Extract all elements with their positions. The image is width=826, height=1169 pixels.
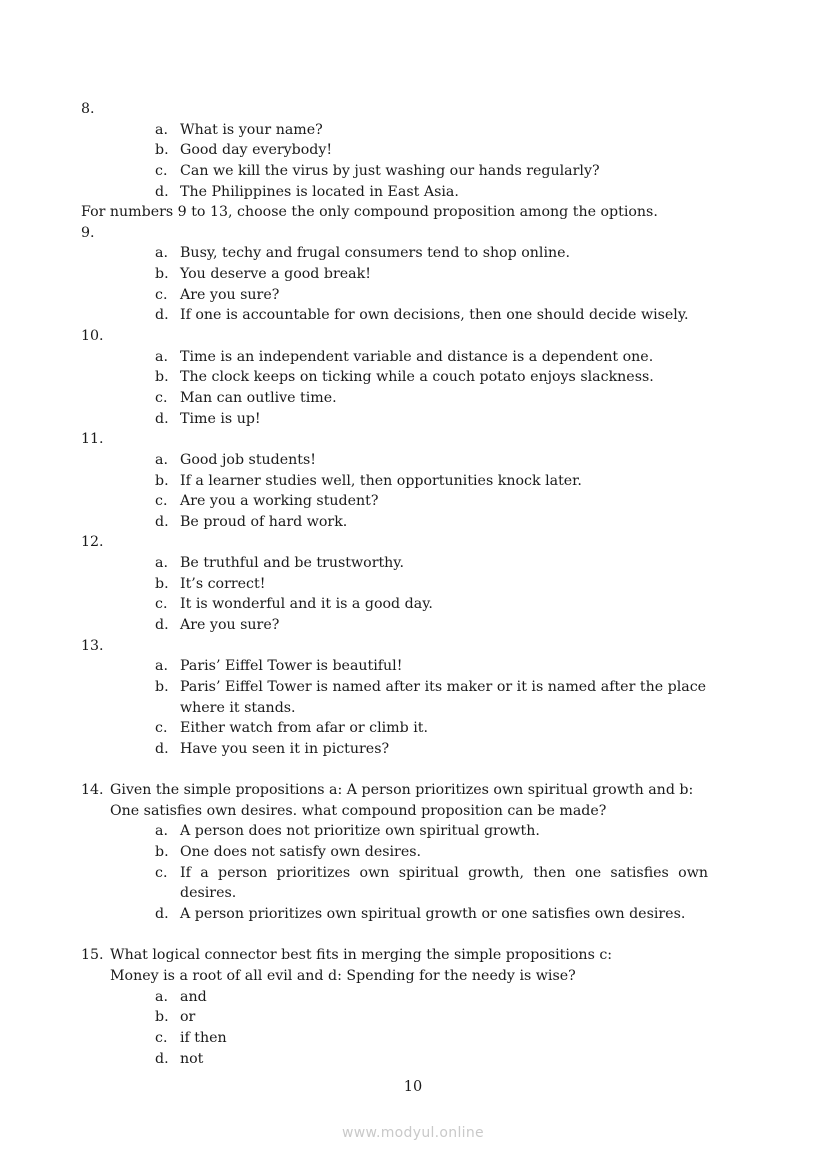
option-item: [81, 553, 711, 574]
option-letter: b.: [155, 844, 169, 861]
option-letter: c.: [155, 720, 168, 737]
option-letter: c.: [155, 389, 168, 406]
question-number: 11.: [81, 431, 104, 448]
option-text: Either watch from afar or climb it.: [180, 720, 428, 737]
question-stem: [81, 945, 711, 986]
option-letter: d.: [155, 906, 169, 923]
question-number: 9.: [81, 224, 95, 241]
option-letter: a.: [155, 823, 168, 840]
option-item: [81, 450, 711, 471]
option-letter: d.: [155, 183, 169, 200]
option-text: The clock keeps on ticking while a couch potato enjoys slackness.: [180, 369, 654, 386]
option-text: Be proud of hard work.: [180, 513, 348, 530]
option-item: [81, 677, 708, 718]
option-letter: b.: [155, 1009, 169, 1026]
option-letter: c.: [155, 286, 168, 303]
option-letter: c.: [155, 596, 168, 613]
option-item: [81, 120, 711, 141]
question-text: Money is a root of all evil and d: Spending for the needy is wise?: [110, 967, 576, 984]
option-text: not: [180, 1050, 204, 1067]
option-letter: b.: [155, 266, 169, 283]
option-letter: a.: [155, 121, 168, 138]
option-item: [81, 512, 711, 533]
option-text: Man can outlive time.: [180, 389, 337, 406]
question-number: 15.: [81, 947, 104, 964]
question-text: Given the simple propositions a: A person prioritizes own spiritual growth and b:: [110, 782, 694, 799]
question-number: 12.: [81, 534, 104, 551]
option-letter: d.: [155, 307, 169, 324]
option-letter: d.: [155, 513, 169, 530]
option-text: A person does not prioritize own spiritual growth.: [180, 823, 540, 840]
option-text: Are you a working student?: [180, 493, 379, 510]
option-item: [81, 904, 711, 925]
option-letter: d.: [155, 410, 169, 427]
option-item: [81, 347, 711, 368]
option-text: If one is accountable for own decisions, then one should decide wisely.: [180, 307, 689, 324]
option-item: [81, 656, 711, 677]
option-text: One does not satisfy own desires.: [180, 844, 422, 861]
option-text: Busy, techy and frugal consumers tend to shop online.: [180, 245, 571, 262]
option-item: [81, 140, 711, 161]
option-item: [81, 182, 711, 203]
option-item: [81, 243, 711, 264]
option-letter: b.: [155, 369, 169, 386]
option-item: [81, 1007, 711, 1028]
option-text: The Philippines is located in East Asia.: [180, 183, 459, 200]
option-letter: a.: [155, 348, 168, 365]
option-item: [81, 574, 711, 595]
option-text: Good job students!: [180, 451, 316, 468]
option-item: [81, 1028, 711, 1049]
option-text: It’s correct!: [180, 575, 266, 592]
option-item: [81, 863, 708, 904]
question-list: [81, 99, 711, 1069]
option-letter: d.: [155, 1050, 169, 1067]
question-text: One satisfies own desires. what compound proposition can be made?: [110, 802, 607, 819]
spacer: [81, 760, 711, 781]
option-text: If a learner studies well, then opportunities knock later.: [180, 472, 582, 489]
option-item: [81, 615, 711, 636]
option-text: Can we kill the virus by just washing our hands regularly?: [180, 162, 600, 179]
option-text: Time is an independent variable and distance is a dependent one.: [180, 348, 654, 365]
option-text: A person prioritizes own spiritual growth or one satisfies own desires.: [180, 906, 686, 923]
option-item: [81, 161, 711, 182]
option-letter: b.: [155, 678, 169, 695]
option-letter: a.: [155, 451, 168, 468]
option-letter: a.: [155, 555, 168, 572]
option-text: It is wonderful and it is a good day.: [180, 596, 433, 613]
option-item: [81, 305, 711, 326]
option-item: [81, 264, 711, 285]
option-text: Good day everybody!: [180, 142, 333, 159]
option-letter: c.: [155, 493, 168, 510]
option-text: If a person prioritizes own spiritual growth, then one satisfies own desires.: [180, 864, 708, 902]
watermark-text: www.modyul.online: [342, 1125, 484, 1141]
option-text: You deserve a good break!: [180, 266, 371, 283]
option-item: [81, 594, 711, 615]
question-number: 10.: [81, 328, 104, 345]
option-text: Are you sure?: [180, 286, 280, 303]
option-item: [81, 285, 711, 306]
option-text: Time is up!: [180, 410, 261, 427]
option-text: Be truthful and be trustworthy.: [180, 555, 404, 572]
option-text: Paris’ Eiffel Tower is named after its maker or it is named after the place where it stands.: [180, 678, 707, 716]
option-text: and: [180, 988, 207, 1005]
option-text: Paris’ Eiffel Tower is beautiful!: [180, 658, 403, 675]
option-item: [81, 842, 711, 863]
option-letter: c.: [155, 1029, 168, 1046]
option-item: [81, 471, 711, 492]
spacer: [81, 925, 711, 946]
option-letter: b.: [155, 575, 169, 592]
page-number: 10: [403, 1079, 423, 1095]
instruction-text: For numbers 9 to 13, choose the only compound proposition among the options.: [81, 204, 658, 221]
option-text: Have you seen it in pictures?: [180, 740, 390, 757]
option-item: [81, 491, 711, 512]
question-number: 13.: [81, 637, 104, 654]
option-text: What is your name?: [180, 121, 323, 138]
option-letter: c.: [155, 864, 168, 881]
option-letter: d.: [155, 740, 169, 757]
option-item: [81, 1049, 711, 1070]
question-number: 14.: [81, 782, 104, 799]
option-letter: b.: [155, 472, 169, 489]
option-text: Are you sure?: [180, 617, 280, 634]
option-letter: d.: [155, 617, 169, 634]
question-stem: [81, 780, 711, 821]
option-text: if then: [180, 1029, 227, 1046]
option-item: [81, 739, 711, 760]
option-item: [81, 388, 711, 409]
option-letter: b.: [155, 142, 169, 159]
option-letter: c.: [155, 162, 168, 179]
question-number: 8.: [81, 101, 95, 117]
option-letter: a.: [155, 658, 168, 675]
option-item: [81, 821, 711, 842]
option-letter: a.: [155, 988, 168, 1005]
option-letter: a.: [155, 245, 168, 262]
option-item: [81, 367, 711, 388]
option-item: [81, 409, 711, 430]
option-item: [81, 987, 711, 1008]
option-text: or: [180, 1009, 196, 1026]
option-item: [81, 718, 711, 739]
question-text: What logical connector best fits in merging the simple propositions c:: [110, 947, 613, 964]
